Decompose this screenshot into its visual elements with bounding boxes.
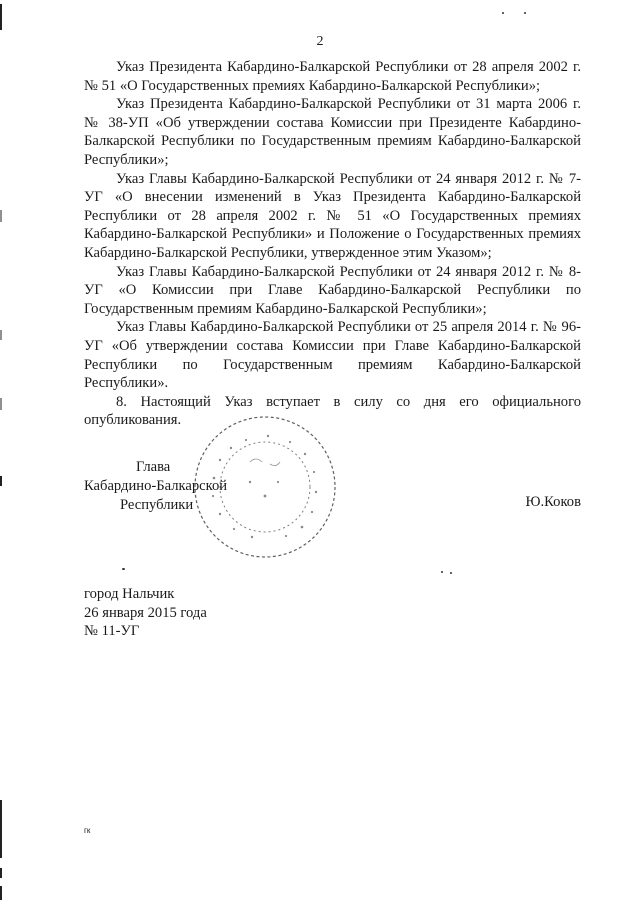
page-number: 2 <box>316 34 324 49</box>
margin-mark <box>0 868 2 878</box>
margin-mark <box>0 398 2 410</box>
paragraph-decree-2012-8: Указ Главы Кабардино-Балкарской Республики от 24 января 2012 г. № 8-УГ «О Комиссии при Главе Кабардино-Балкарской Республики по Государственным премиям Кабардино-Балкарской Республики»; <box>84 263 581 317</box>
speck <box>122 568 125 570</box>
footer-city: город Нальчик <box>84 586 175 602</box>
signature-title-line3: Республики <box>120 497 194 513</box>
paragraph-decree-2014-96: Указ Главы Кабардино-Балкарской Республики от 25 апреля 2014 г. № 96-УГ «Об утверждении состава Комиссии при Главе Кабардино-Балкарской Республики по Государственным премиям Кабардино-Балкарской Республики». <box>84 319 581 392</box>
footer-date: 26 января 2015 года <box>84 604 207 621</box>
signature-title-line1: Глава <box>136 459 171 475</box>
margin-mark <box>0 476 2 486</box>
margin-mark <box>0 886 2 900</box>
paragraph-decree-2002-51: Указ Президента Кабардино-Балкарской Республики от 28 апреля 2002 г. № 51 «О Государственных премиях Кабардино-Балкарской Республики»; <box>84 59 581 94</box>
document-footer <box>84 585 207 641</box>
speck <box>450 572 452 574</box>
document-body <box>84 58 581 430</box>
speck <box>524 12 526 14</box>
paragraph-decree-2006-38: Указ Президента Кабардино-Балкарской Республики от 31 марта 2006 г. № 38-УП «Об утверждении состава Комиссии при Президенте Кабардино-Балкарской Республики по Государственным премиям Кабардино-Балкарской Республики»; <box>84 96 581 168</box>
corner-mark: гк <box>84 826 91 835</box>
speck <box>502 12 504 14</box>
footer-number: № 11-УГ <box>84 623 140 640</box>
paragraph-decree-2012-7: Указ Главы Кабардино-Балкарской Республики от 24 января 2012 г. № 7-УГ «О внесении изменений в Указ Президента Кабардино-Балкарской Республики от 28 апреля 2002 г. № 51 «О Государственных премиях Кабардино-Балкарской Республики» и Положение о Государственных премиях Кабардино-Балкарской Республики, утвержденное этим Указом»; <box>84 170 581 261</box>
margin-mark <box>0 800 2 858</box>
speck <box>441 571 443 573</box>
signatory-name: Ю.Коков <box>525 494 581 510</box>
margin-mark <box>0 210 2 222</box>
signature-block <box>84 458 581 518</box>
signature-title-line2: Кабардино-Балкарской <box>84 478 228 494</box>
paragraph-effective-date: 8. Настоящий Указ вступает в силу со дня его официального опубликования. <box>84 393 581 429</box>
margin-mark <box>0 330 2 340</box>
margin-mark <box>0 4 2 30</box>
